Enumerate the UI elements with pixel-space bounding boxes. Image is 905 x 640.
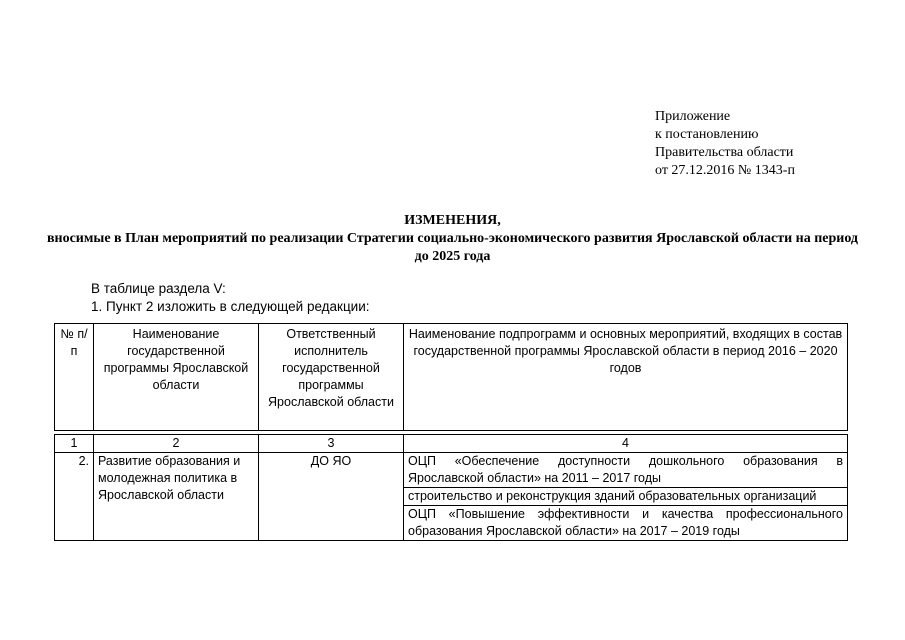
- column-number-2: 2: [94, 435, 259, 453]
- title-main: ИЗМЕНЕНИЯ,: [404, 213, 501, 228]
- row-program: Развитие образования и молодежная политика в Ярославской области: [94, 453, 259, 541]
- title-subtitle: вносимые в План мероприятий по реализации Стратегии социально-экономического развития Ярославской области на период до 2025 года: [46, 231, 859, 264]
- header-program: Наименование государственной программы Ярославской области: [94, 324, 259, 431]
- row-item-3: ОЦП «Повышение эффективности и качества профессионального образования Ярославской области» на 2017 – 2019 годы: [404, 506, 848, 541]
- appendix-line-1: Приложение: [655, 109, 731, 124]
- appendix-line-3: Правительства области: [655, 145, 794, 160]
- appendix-line-2: к постановлению: [655, 127, 759, 142]
- header-row: [55, 324, 848, 431]
- column-number-row: [55, 435, 848, 453]
- column-number-3: 3: [259, 435, 404, 453]
- column-number-4: 4: [404, 435, 848, 453]
- intro-text: [91, 280, 370, 316]
- row-executor: ДО ЯО: [259, 453, 404, 541]
- column-number-1: 1: [55, 435, 94, 453]
- table-body: [54, 434, 848, 541]
- row-item-1: ОЦП «Обеспечение доступности дошкольного образования в Ярославской области» на 2011 – 2017 годы: [404, 453, 848, 488]
- intro-line-1: В таблице раздела V:: [91, 281, 226, 296]
- appendix-line-4: от 27.12.2016 № 1343-п: [655, 163, 795, 178]
- document-title: [40, 212, 865, 266]
- table-header: [54, 323, 848, 431]
- table-row: [55, 453, 848, 488]
- header-subprograms: Наименование подпрограмм и основных мероприятий, входящих в состав государственной программы Ярославской области в период 2016 – 2020 годов: [404, 324, 848, 431]
- header-executor: Ответственный исполнитель государственной программы Ярославской области: [259, 324, 404, 431]
- header-num: № п/п: [55, 324, 94, 431]
- intro-line-2: 1. Пункт 2 изложить в следующей редакции:: [91, 299, 370, 314]
- row-item-2: строительство и реконструкция зданий образовательных организаций: [404, 488, 848, 506]
- appendix-block: [655, 108, 795, 180]
- row-num: 2.: [55, 453, 94, 541]
